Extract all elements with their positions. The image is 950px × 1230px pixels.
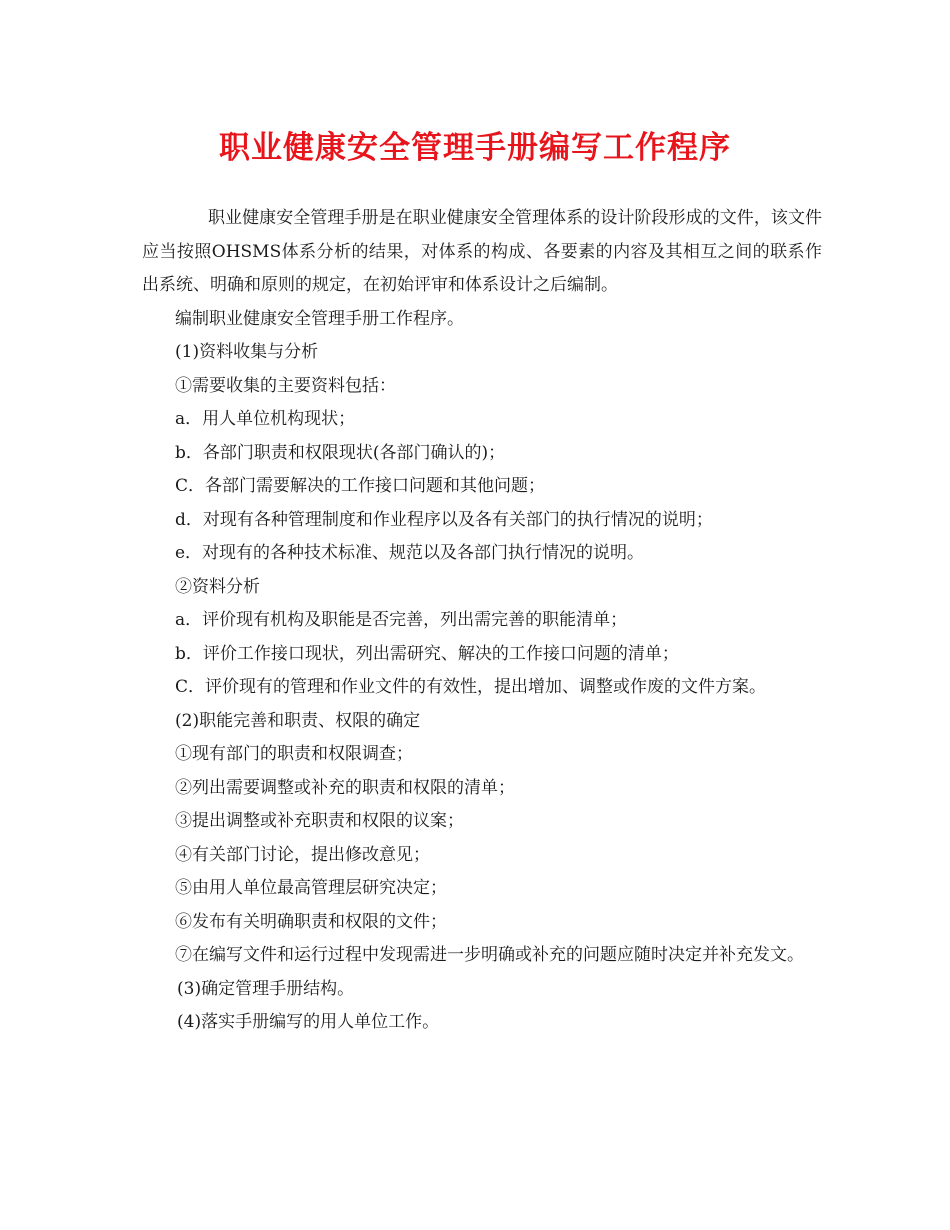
list-item: ①现有部门的职责和权限调查； (175, 744, 413, 764)
list-item: a．用人单位机构现状； (175, 409, 356, 429)
section-4-heading: (4)落实手册编写的用人单位工作。 (177, 1012, 440, 1032)
list-item: b．评价工作接口现状，列出需研究、解决的工作接口问题的清单； (175, 643, 679, 664)
section-3-heading: (3)确定管理手册结构。 (177, 978, 355, 999)
list-item: b．各部门职责和权限现状(各部门确认的)； (175, 442, 506, 463)
section-2-heading: (2)职能完善和职责、权限的确定 (175, 710, 421, 731)
document-title: 职业健康安全管理手册编写工作程序 (219, 130, 731, 166)
list-item: ⑦在编写文件和运行过程中发现需进一步明确或补充的问题应随时决定并补充发文。 (175, 945, 804, 965)
list-item: C．各部门需要解决的工作接口问题和其他问题； (175, 476, 546, 496)
section-1-sub-1-heading: ①需要收集的主要资料包括： (175, 375, 396, 396)
section-1-heading: (1)资料收集与分析 (175, 342, 319, 362)
list-item: ②列出需要调整或补充的职责和权限的清单； (175, 777, 515, 798)
list-item: a．评价现有机构及职能是否完善，列出需完善的职能清单； (175, 610, 628, 630)
list-item: C．评价现有的管理和作业文件的有效性，提出增加、调整或作废的文件方案。 (175, 677, 767, 697)
list-item: ④有关部门讨论，提出修改意见； (175, 844, 430, 865)
list-item: ⑤由用人单位最高管理层研究决定； (175, 878, 447, 898)
procedure-heading: 编制职业健康安全管理手册工作程序。 (175, 308, 464, 329)
document-body (142, 202, 822, 1040)
list-item: ③提出调整或补充职责和权限的议案； (175, 811, 464, 831)
section-1-sub-2-heading: ②资料分析 (175, 576, 260, 597)
list-item: e．对现有的各种技术标准、规范以及各部门执行情况的说明。 (175, 543, 645, 563)
intro-paragraph: 职业健康安全管理手册是在职业健康安全管理体系的设计阶段形成的文件，该文件应当按照OHSMS体系分析的结果，对体系的构成、各要素的内容及其相互之间的联系作出系统、明确和原则的规定，在初始评审和体系设计之后编制。 (142, 208, 822, 295)
list-item: d．对现有各种管理制度和作业程序以及各有关部门的执行情况的说明； (175, 509, 713, 530)
list-item: ⑥发布有关明确职责和权限的文件； (175, 911, 447, 932)
